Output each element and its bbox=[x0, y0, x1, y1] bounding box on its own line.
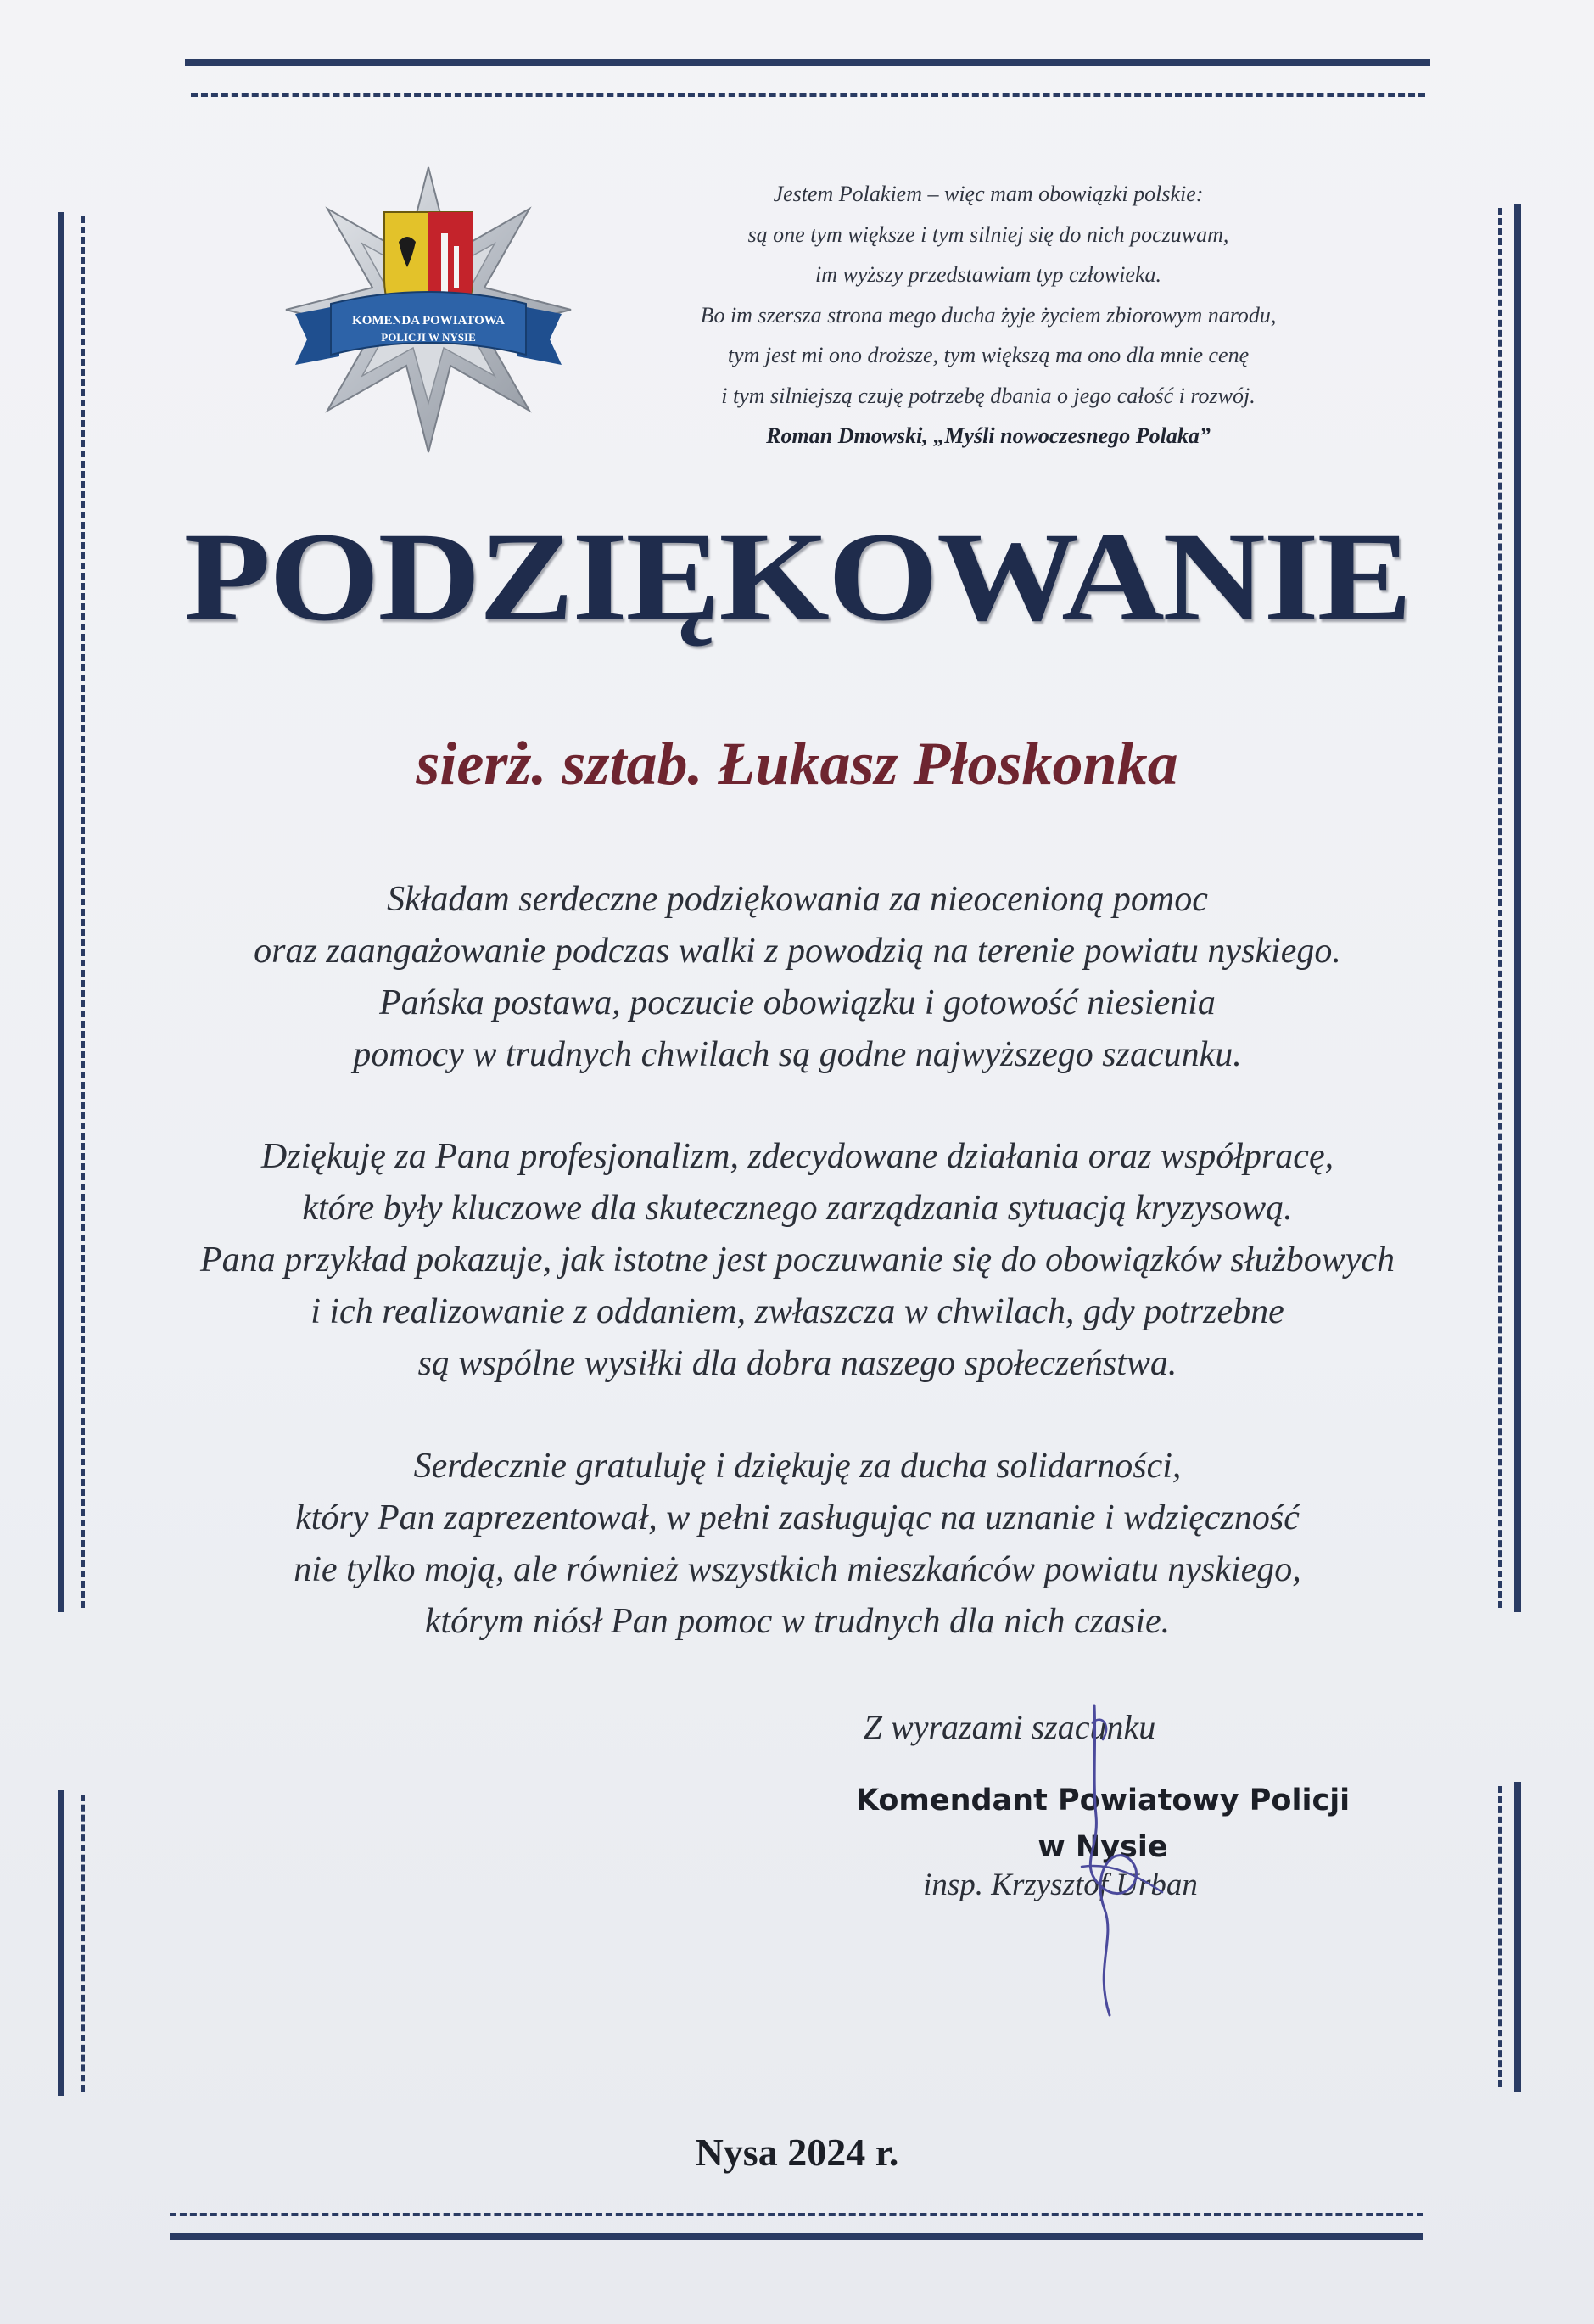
paragraph-line: pomocy w trudnych chwilach są godne najwyższego szacunku. bbox=[353, 1035, 1242, 1074]
right-border-line-top bbox=[1514, 204, 1521, 1612]
signer-role-line: Komendant Powiatowy Policji bbox=[855, 1784, 1351, 1817]
top-border-dashes bbox=[191, 93, 1425, 97]
left-border-line-bottom bbox=[58, 1790, 64, 2096]
handwritten-signature bbox=[1043, 1688, 1179, 2019]
paragraph-1 bbox=[119, 874, 1476, 1081]
paragraph-line: Składam serdeczne podziękowania za nieocenioną pomoc bbox=[387, 880, 1208, 919]
paragraph-line: i ich realizowanie z oddaniem, zwłaszcza w chwilach, gdy potrzebne bbox=[310, 1292, 1284, 1331]
recipient-name: sierż. sztab. Łukasz Płoskonka bbox=[416, 730, 1178, 798]
bottom-border-line bbox=[170, 2233, 1423, 2240]
bottom-border-dashes bbox=[170, 2213, 1423, 2216]
ribbon-text-line2: POLICJI W NYSIE bbox=[381, 331, 476, 344]
top-border-line bbox=[185, 59, 1430, 66]
quote-line: tym jest mi ono droższe, tym większą ma ono dla mnie cenę bbox=[727, 343, 1250, 367]
paragraph-line: Pana przykład pokazuje, jak istotne jest poczuwanie się do obowiązków służbowych bbox=[199, 1240, 1395, 1280]
motto-quote bbox=[585, 174, 1391, 456]
paragraph-line: Pańska postawa, poczucie obowiązku i gotowość niesienia bbox=[379, 983, 1216, 1022]
signer-name: insp. Krzysztof Urban bbox=[923, 1868, 1198, 1902]
police-star-badge bbox=[280, 161, 577, 458]
paragraph-3 bbox=[119, 1441, 1476, 1648]
left-border-line-top bbox=[58, 212, 64, 1612]
quote-line: są one tym większe i tym silniej się do nich poczuwam, bbox=[747, 221, 1229, 247]
place-and-date: Nysa 2024 r. bbox=[695, 2131, 899, 2174]
closing-phrase: Z wyrazami szacunku bbox=[863, 1708, 1156, 1746]
paragraph-line: który Pan zaprezentował, w pełni zasługując na uznanie i wdzięczność bbox=[295, 1498, 1300, 1537]
quote-author: Roman Dmowski, „Myśli nowoczesnego Polaka” bbox=[766, 423, 1211, 448]
quote-line: Bo im szersza strona mego ducha żyje życiem zbiorowym narodu, bbox=[700, 302, 1277, 328]
quote-line: i tym silniejszą czuję potrzebę dbania o jego całość i rozwój. bbox=[721, 383, 1256, 408]
page-title: PODZIĘKOWANIE bbox=[183, 507, 1411, 647]
paragraph-line: Dziękuję za Pana profesjonalizm, zdecydowane działania oraz współpracę, bbox=[260, 1137, 1334, 1176]
right-border-dashes-top bbox=[1498, 208, 1502, 1608]
paragraph-2 bbox=[119, 1131, 1476, 1390]
left-border-dashes-bottom bbox=[81, 1795, 85, 2092]
paragraph-line: którym niósł Pan pomoc w trudnych dla nich czasie. bbox=[424, 1602, 1171, 1641]
paragraph-line: oraz zaangażowanie podczas walki z powodzią na terenie powiatu nyskiego. bbox=[254, 932, 1341, 971]
quote-line: Jestem Polakiem – więc mam obowiązki polskie: bbox=[773, 182, 1204, 206]
signer-role-line: w Nysie bbox=[1037, 1830, 1168, 1864]
left-border-dashes-top bbox=[81, 216, 85, 1608]
paragraph-line: nie tylko moją, ale również wszystkich mieszkańców powiatu nyskiego, bbox=[294, 1550, 1301, 1589]
ribbon-text-line1: KOMENDA POWIATOWA bbox=[352, 314, 505, 328]
paragraph-line: są wspólne wysiłki dla dobra naszego społeczeństwa. bbox=[417, 1344, 1177, 1383]
right-border-dashes-bottom bbox=[1498, 1786, 1502, 2087]
quote-line: im wyższy przedstawiam typ człowieka. bbox=[814, 262, 1162, 287]
paragraph-line: Serdecznie gratuluję i dziękuję za ducha solidarności, bbox=[413, 1447, 1182, 1486]
paragraph-line: które były kluczowe dla skutecznego zarządzania sytuacją kryzysową. bbox=[302, 1189, 1293, 1228]
right-border-line-bottom bbox=[1514, 1782, 1521, 2092]
